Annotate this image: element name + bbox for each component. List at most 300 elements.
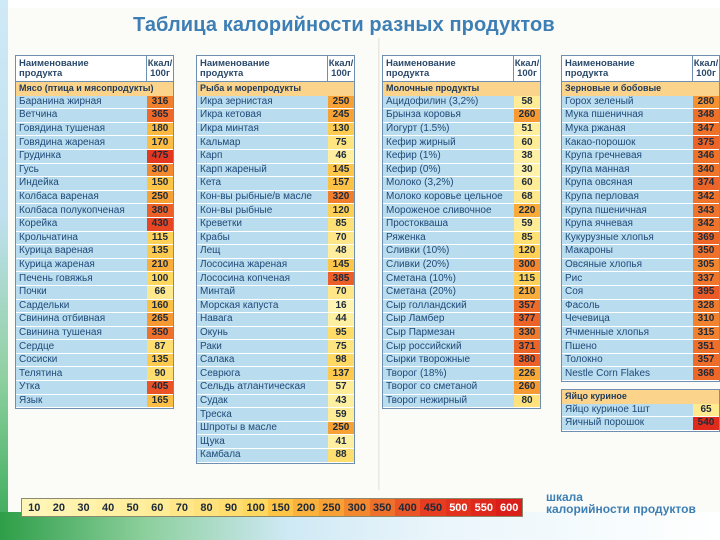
kcal-value: 330 xyxy=(514,327,540,341)
kcal-value: 350 xyxy=(693,245,719,259)
table-row xyxy=(561,245,720,259)
product-name: Какао-порошок xyxy=(562,136,693,150)
table-row xyxy=(196,408,355,422)
table-row xyxy=(382,136,541,150)
table-row xyxy=(382,150,541,164)
product-name: Морская капуста xyxy=(197,300,328,314)
product-name: Ацидофилин (3,2%) xyxy=(383,96,514,110)
kcal-value: 365 xyxy=(147,109,173,123)
product-name: Кон-вы рыбные/в масле xyxy=(197,191,328,205)
product-name: Яичный порошок xyxy=(562,417,693,431)
kcal-value: 385 xyxy=(328,272,354,286)
product-name: Творог нежирный xyxy=(383,395,514,409)
kcal-value: 250 xyxy=(328,96,354,110)
calorie-sheet xyxy=(8,8,720,516)
kcal-value: 59 xyxy=(328,408,354,422)
table-row xyxy=(561,123,720,137)
scale-cell: 450 xyxy=(420,499,445,516)
kcal-value: 68 xyxy=(514,191,540,205)
table-row xyxy=(382,340,541,354)
column-header xyxy=(382,55,541,82)
table-row xyxy=(382,327,541,341)
product-name: Колбаса полукопченая xyxy=(16,204,147,218)
table-row xyxy=(382,395,541,409)
kcal-value: 475 xyxy=(147,150,173,164)
kcal-value: 57 xyxy=(328,381,354,395)
column-bottom-border xyxy=(196,463,355,464)
table-row xyxy=(382,232,541,246)
kcal-value: 250 xyxy=(328,422,354,436)
scale-cell: 400 xyxy=(395,499,420,516)
product-name: Соя xyxy=(562,286,693,300)
kcal-value: 150 xyxy=(147,177,173,191)
table-row xyxy=(561,232,720,246)
kcal-value: 120 xyxy=(328,204,354,218)
product-name: Сельдь атлантическая xyxy=(197,381,328,395)
table-row xyxy=(15,204,174,218)
product-name: Лещ xyxy=(197,245,328,259)
product-name: Сырки творожные xyxy=(383,354,514,368)
scale-cell: 250 xyxy=(319,499,344,516)
table-row xyxy=(196,435,355,449)
product-name: Брынза коровья xyxy=(383,109,514,123)
kcal-value: 80 xyxy=(514,395,540,409)
product-name: Треска xyxy=(197,408,328,422)
table-row xyxy=(15,96,174,110)
product-name: Лососина копченая xyxy=(197,272,328,286)
table-row xyxy=(15,150,174,164)
table-row xyxy=(15,177,174,191)
kcal-value: 137 xyxy=(328,367,354,381)
product-name: Сардельки xyxy=(16,300,147,314)
kcal-value: 340 xyxy=(693,164,719,178)
kcal-value: 350 xyxy=(147,327,173,341)
kcal-value: 395 xyxy=(693,286,719,300)
kcal-value: 46 xyxy=(328,150,354,164)
kcal-value: 70 xyxy=(328,232,354,246)
table-row xyxy=(382,272,541,286)
table-row xyxy=(196,300,355,314)
scale-cell: 200 xyxy=(293,499,318,516)
table-row xyxy=(382,96,541,110)
kcal-value: 305 xyxy=(693,259,719,273)
kcal-value: 260 xyxy=(514,109,540,123)
calorie-scale xyxy=(21,498,523,517)
product-name: Колбаса вареная xyxy=(16,191,147,205)
table-row xyxy=(15,218,174,232)
kcal-value: 368 xyxy=(693,367,719,381)
kcal-value: 377 xyxy=(514,313,540,327)
table-row xyxy=(15,354,174,368)
table-row xyxy=(561,164,720,178)
scale-cell: 600 xyxy=(496,499,521,516)
table-row xyxy=(561,313,720,327)
kcal-value: 120 xyxy=(514,245,540,259)
kcal-value: 170 xyxy=(147,136,173,150)
kcal-value: 135 xyxy=(147,245,173,259)
column-dairy xyxy=(382,55,541,409)
table-row xyxy=(15,300,174,314)
column-bottom-border xyxy=(15,408,174,409)
product-name: Сметана (20%) xyxy=(383,286,514,300)
kcal-value: 374 xyxy=(693,177,719,191)
product-name: Карп xyxy=(197,150,328,164)
header-kcal: Ккал/ 100г xyxy=(514,58,540,79)
product-name: Сливки (20%) xyxy=(383,259,514,273)
table-row xyxy=(561,259,720,273)
table-row xyxy=(382,259,541,273)
kcal-value: 60 xyxy=(514,177,540,191)
product-name: Телятина xyxy=(16,367,147,381)
kcal-value: 220 xyxy=(514,204,540,218)
kcal-value: 300 xyxy=(147,164,173,178)
product-name: Баранина жирная xyxy=(16,96,147,110)
kcal-value: 95 xyxy=(328,327,354,341)
kcal-value: 210 xyxy=(514,286,540,300)
kcal-value: 100 xyxy=(147,272,173,286)
kcal-value: 540 xyxy=(693,417,719,431)
kcal-value: 85 xyxy=(514,232,540,246)
product-name: Яйцо куриное 1шт xyxy=(562,404,693,418)
table-row xyxy=(382,367,541,381)
kcal-value: 348 xyxy=(693,109,719,123)
scale-cell: 20 xyxy=(47,499,72,516)
table-row xyxy=(196,96,355,110)
product-name: Горох зеленый xyxy=(562,96,693,110)
kcal-value: 16 xyxy=(328,300,354,314)
product-name: Севрюга xyxy=(197,367,328,381)
product-name: Шпроты в масле xyxy=(197,422,328,436)
left-decor-bar xyxy=(0,0,8,540)
product-name: Печень говяжья xyxy=(16,272,147,286)
table-row xyxy=(15,313,174,327)
table-row xyxy=(561,218,720,232)
category-row: Мясо (птица и мясопродукты) xyxy=(15,82,174,96)
kcal-value: 380 xyxy=(147,204,173,218)
table-row xyxy=(196,245,355,259)
product-name: Крупа пшеничная xyxy=(562,204,693,218)
kcal-value: 260 xyxy=(514,381,540,395)
table-row xyxy=(196,395,355,409)
table-row xyxy=(196,191,355,205)
kcal-value: 41 xyxy=(328,435,354,449)
product-name: Грудинка xyxy=(16,150,147,164)
table-row xyxy=(15,395,174,409)
kcal-value: 320 xyxy=(328,191,354,205)
kcal-value: 346 xyxy=(693,150,719,164)
table-row xyxy=(561,150,720,164)
table-row xyxy=(15,109,174,123)
product-name: Корейка xyxy=(16,218,147,232)
product-name: Лососина жареная xyxy=(197,259,328,273)
product-name: Мука ржаная xyxy=(562,123,693,137)
table-row xyxy=(15,191,174,205)
header-kcal: Ккал/ 100г xyxy=(147,58,173,79)
product-name: Карп жареный xyxy=(197,164,328,178)
product-name: Кета xyxy=(197,177,328,191)
kcal-value: 65 xyxy=(693,404,719,418)
kcal-value: 342 xyxy=(693,218,719,232)
product-name: Курица жареная xyxy=(16,259,147,273)
scale-cell: 150 xyxy=(268,499,293,516)
product-name: Крупа перловая xyxy=(562,191,693,205)
product-name: Крупа гречневая xyxy=(562,150,693,164)
kcal-value: 357 xyxy=(693,354,719,368)
kcal-value: 226 xyxy=(514,367,540,381)
product-name: Почки xyxy=(16,286,147,300)
product-name: Камбала xyxy=(197,449,328,463)
table-row xyxy=(15,286,174,300)
table-row xyxy=(196,164,355,178)
table-row xyxy=(196,232,355,246)
table-row xyxy=(561,354,720,368)
kcal-value: 130 xyxy=(328,123,354,137)
product-name: Кукурузные хлопья xyxy=(562,232,693,246)
table-row xyxy=(196,123,355,137)
kcal-value: 60 xyxy=(514,136,540,150)
product-name: Рис xyxy=(562,272,693,286)
table-row xyxy=(196,150,355,164)
column-bottom-border xyxy=(382,408,541,409)
scale-cell: 60 xyxy=(145,499,170,516)
kcal-value: 48 xyxy=(328,245,354,259)
scale-cell: 90 xyxy=(219,499,244,516)
product-name: Ячменные хлопья xyxy=(562,327,693,341)
product-name: Сердце xyxy=(16,340,147,354)
table-row xyxy=(196,204,355,218)
table-row xyxy=(561,286,720,300)
product-name: Сыр Ламбер xyxy=(383,313,514,327)
scale-cell: 350 xyxy=(370,499,395,516)
table-row xyxy=(196,272,355,286)
product-name: Мороженое сливочное xyxy=(383,204,514,218)
product-name: Окунь xyxy=(197,327,328,341)
table-row xyxy=(15,245,174,259)
product-name: Кальмар xyxy=(197,136,328,150)
product-name: Гусь xyxy=(16,164,147,178)
header-kcal: Ккал/ 100г xyxy=(328,58,354,79)
kcal-value: 316 xyxy=(147,96,173,110)
table-row xyxy=(382,286,541,300)
kcal-value: 343 xyxy=(693,204,719,218)
scale-cell: 10 xyxy=(22,499,47,516)
kcal-value: 430 xyxy=(147,218,173,232)
table-row xyxy=(196,327,355,341)
product-name: Креветки xyxy=(197,218,328,232)
kcal-value: 280 xyxy=(693,96,719,110)
table-row xyxy=(196,449,355,463)
kcal-value: 30 xyxy=(514,164,540,178)
product-name: Ветчина xyxy=(16,109,147,123)
kcal-value: 300 xyxy=(514,259,540,273)
column-bottom-border xyxy=(561,381,720,382)
product-name: Мука пшеничная xyxy=(562,109,693,123)
table-row xyxy=(561,204,720,218)
kcal-value: 115 xyxy=(147,232,173,246)
table-row xyxy=(382,245,541,259)
column-grains xyxy=(561,55,720,382)
scale-cell: 40 xyxy=(96,499,121,516)
table-row xyxy=(382,354,541,368)
kcal-value: 180 xyxy=(147,123,173,137)
kcal-value: 342 xyxy=(693,191,719,205)
product-name: Минтай xyxy=(197,286,328,300)
product-name: Крольчатина xyxy=(16,232,147,246)
table-row xyxy=(196,259,355,273)
table-row xyxy=(196,422,355,436)
table-row xyxy=(15,327,174,341)
scale-cell: 550 xyxy=(471,499,496,516)
kcal-value: 145 xyxy=(328,259,354,273)
header-name: Наименование продукта xyxy=(19,58,89,79)
table-row xyxy=(196,136,355,150)
product-name: Крупа манная xyxy=(562,164,693,178)
kcal-value: 160 xyxy=(147,300,173,314)
header-name: Наименование продукта xyxy=(565,58,635,79)
scale-cell: 50 xyxy=(120,499,145,516)
column-header xyxy=(561,55,720,82)
product-name: Пшено xyxy=(562,340,693,354)
header-kcal: Ккал/ 100г xyxy=(693,58,719,79)
kcal-value: 75 xyxy=(328,340,354,354)
product-name: Макароны xyxy=(562,245,693,259)
kcal-value: 375 xyxy=(693,136,719,150)
column-header xyxy=(15,55,174,82)
product-name: Говядина тушеная xyxy=(16,123,147,137)
table-row xyxy=(382,177,541,191)
column-bottom-border xyxy=(561,431,720,432)
scale-cell: 100 xyxy=(243,499,268,516)
kcal-value: 145 xyxy=(328,164,354,178)
product-name: Индейка xyxy=(16,177,147,191)
product-name: Сыр российский xyxy=(383,340,514,354)
table-row xyxy=(15,259,174,273)
table-row xyxy=(15,381,174,395)
kcal-value: 371 xyxy=(514,340,540,354)
category-row: Яйцо куриное xyxy=(561,390,720,404)
table-row xyxy=(15,272,174,286)
kcal-value: 250 xyxy=(147,191,173,205)
product-name: Кефир (1%) xyxy=(383,150,514,164)
table-row xyxy=(561,417,720,431)
table-row xyxy=(15,136,174,150)
kcal-value: 265 xyxy=(147,313,173,327)
product-name: Крабы xyxy=(197,232,328,246)
kcal-value: 347 xyxy=(693,123,719,137)
table-row xyxy=(196,286,355,300)
table-row xyxy=(382,300,541,314)
product-name: Свинина тушеная xyxy=(16,327,147,341)
kcal-value: 135 xyxy=(147,354,173,368)
category-row: Зерновые и бобовые xyxy=(561,82,720,96)
table-row xyxy=(196,177,355,191)
product-name: Говядина жареная xyxy=(16,136,147,150)
table-row xyxy=(382,109,541,123)
table-row xyxy=(561,327,720,341)
product-name: Сыр голландский xyxy=(383,300,514,314)
table-row xyxy=(15,164,174,178)
product-name: Кефир жирный xyxy=(383,136,514,150)
category-row: Рыба и морепродукты xyxy=(196,82,355,96)
kcal-value: 328 xyxy=(693,300,719,314)
column-meat xyxy=(15,55,174,409)
product-name: Навага xyxy=(197,313,328,327)
category-row: Молочные продукты xyxy=(382,82,541,96)
kcal-value: 369 xyxy=(693,232,719,246)
kcal-value: 337 xyxy=(693,272,719,286)
kcal-value: 115 xyxy=(514,272,540,286)
product-name: Язык xyxy=(16,395,147,409)
table-row xyxy=(382,218,541,232)
table-row xyxy=(382,164,541,178)
kcal-value: 43 xyxy=(328,395,354,409)
product-name: Крупа овсяная xyxy=(562,177,693,191)
kcal-value: 85 xyxy=(328,218,354,232)
product-name: Сосиски xyxy=(16,354,147,368)
product-name: Простокваша xyxy=(383,218,514,232)
kcal-value: 75 xyxy=(328,136,354,150)
product-name: Крупа ячневая xyxy=(562,218,693,232)
table-row xyxy=(561,300,720,314)
kcal-value: 165 xyxy=(147,395,173,409)
product-name: Овсяные хлопья xyxy=(562,259,693,273)
kcal-value: 70 xyxy=(328,286,354,300)
product-name: Икра минтая xyxy=(197,123,328,137)
product-name: Курица вареная xyxy=(16,245,147,259)
table-row xyxy=(15,232,174,246)
table-row xyxy=(382,191,541,205)
table-row xyxy=(196,109,355,123)
product-name: Икра зернистая xyxy=(197,96,328,110)
product-name: Утка xyxy=(16,381,147,395)
table-row xyxy=(15,123,174,137)
table-row xyxy=(561,340,720,354)
product-name: Nestle Corn Flakes xyxy=(562,367,693,381)
scale-cell: 70 xyxy=(170,499,195,516)
table-row xyxy=(15,340,174,354)
kcal-value: 59 xyxy=(514,218,540,232)
product-name: Фасоль xyxy=(562,300,693,314)
header-name: Наименование продукта xyxy=(386,58,456,79)
table-row xyxy=(561,136,720,150)
product-name: Йогурт (1.5%) xyxy=(383,123,514,137)
kcal-value: 157 xyxy=(328,177,354,191)
product-name: Творог (18%) xyxy=(383,367,514,381)
column-header xyxy=(196,55,355,82)
table-row xyxy=(196,354,355,368)
table-row xyxy=(15,367,174,381)
kcal-value: 351 xyxy=(693,340,719,354)
table-row xyxy=(196,218,355,232)
product-name: Сыр Пармезан xyxy=(383,327,514,341)
product-name: Творог со сметаной xyxy=(383,381,514,395)
table-row xyxy=(196,313,355,327)
table-row xyxy=(561,191,720,205)
kcal-value: 87 xyxy=(147,340,173,354)
kcal-value: 210 xyxy=(147,259,173,273)
table-row xyxy=(196,340,355,354)
column-fish xyxy=(196,55,355,464)
scale-cell: 30 xyxy=(71,499,96,516)
table-row xyxy=(382,204,541,218)
table-row xyxy=(196,367,355,381)
product-name: Кон-вы рыбные xyxy=(197,204,328,218)
kcal-value: 51 xyxy=(514,123,540,137)
product-name: Молоко коровье цельное xyxy=(383,191,514,205)
scale-cell: 80 xyxy=(194,499,219,516)
product-name: Ряженка xyxy=(383,232,514,246)
scale-cell: 300 xyxy=(344,499,369,516)
